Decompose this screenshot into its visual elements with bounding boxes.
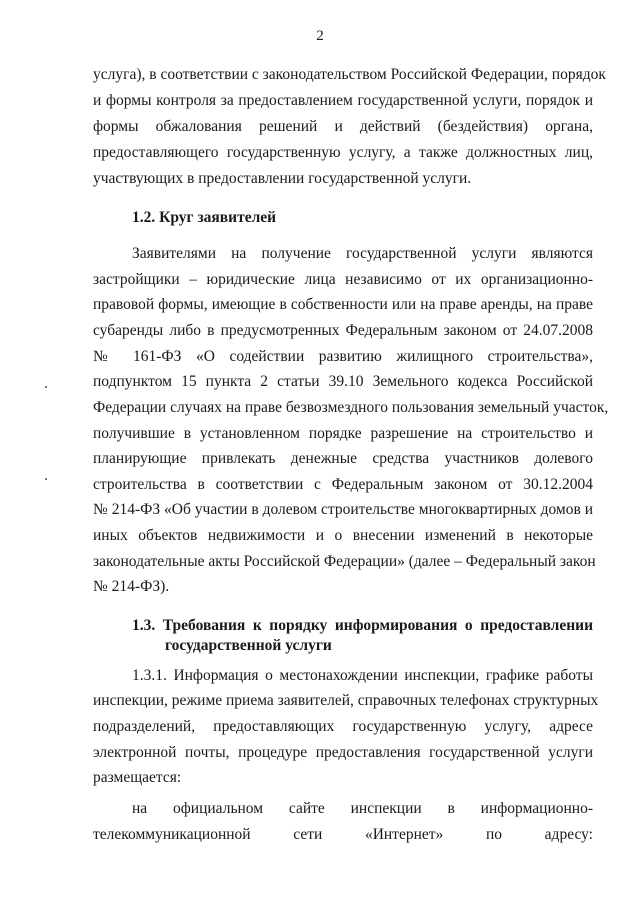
text-line: Заявителями на получение государственной услуги являются [132,245,593,262]
text-line: размещается: [93,769,182,786]
section-heading: 1.2. Круг заявителей [132,209,277,226]
text-line: законодательные акты Российской Федерации» (далее – Федеральный закон [93,553,596,570]
text-line: получившие в установленном порядке разрешение на строительство и [93,425,593,442]
text-line: участвующих в предоставлении государственной услуги. [93,170,472,187]
text-line: предоставляющего государственную услугу, а также должностных лиц, [93,144,593,161]
text-line: телекоммуникационной сети «Интернет» по адресу: [93,826,593,843]
text-line: услуга), в соответствии с законодательством Российской Федерации, порядок [93,66,606,83]
text-line: электронной почты, процедуре предоставления государственной услуги [93,744,593,761]
text-line: правовой формы, имеющие в собственности или на праве аренды, на праве [93,296,593,313]
text-line: подпунктом 15 пункта 2 статьи 39.10 Земельного кодекса Российской [93,373,593,390]
text-line: Федерации случаях на праве безвозмездного пользования земельный участок, [93,399,609,416]
text-line: планирующие привлекать денежные средства участников долевого [93,450,593,467]
text-line: застройщики – юридические лица независимо от их организационно- [93,271,593,288]
text-line: № 161-ФЗ «О содействии развитию жилищного строительства», [93,348,593,365]
section-heading: 1.3. Требования к порядку информирования о предоставлении [132,617,593,634]
text-line: формы обжалования решений и действий (бездействия) органа, [93,118,593,135]
scan-speck [45,478,47,480]
text-line: инспекции, режиме приема заявителей, справочных телефонах структурных [93,692,599,709]
text-line: подразделений, предоставляющих государственную услугу, адресе [93,718,593,735]
text-line: строительства в соответствии с Федеральным законом от 30.12.2004 [93,476,593,493]
text-line: 1.3.1. Информация о местонахождении инспекции, графике работы [132,667,593,684]
page-number: 2 [316,28,324,44]
section-heading: государственной услуги [165,637,332,654]
text-line: № 214-ФЗ «Об участии в долевом строительстве многоквартирных домов и [93,501,593,518]
text-line: № 214-ФЗ). [93,578,170,595]
text-line: иных объектов недвижимости и о внесении изменений в некоторые [93,527,593,544]
text-line: субаренды либо в предусмотренных Федеральным законом от 24.07.2008 [93,322,593,339]
text-line: и формы контроля за предоставлением государственной услуги, порядок и [93,92,593,109]
text-line: на официальном сайте инспекции в информационно- [132,800,593,817]
scan-speck [45,386,47,388]
